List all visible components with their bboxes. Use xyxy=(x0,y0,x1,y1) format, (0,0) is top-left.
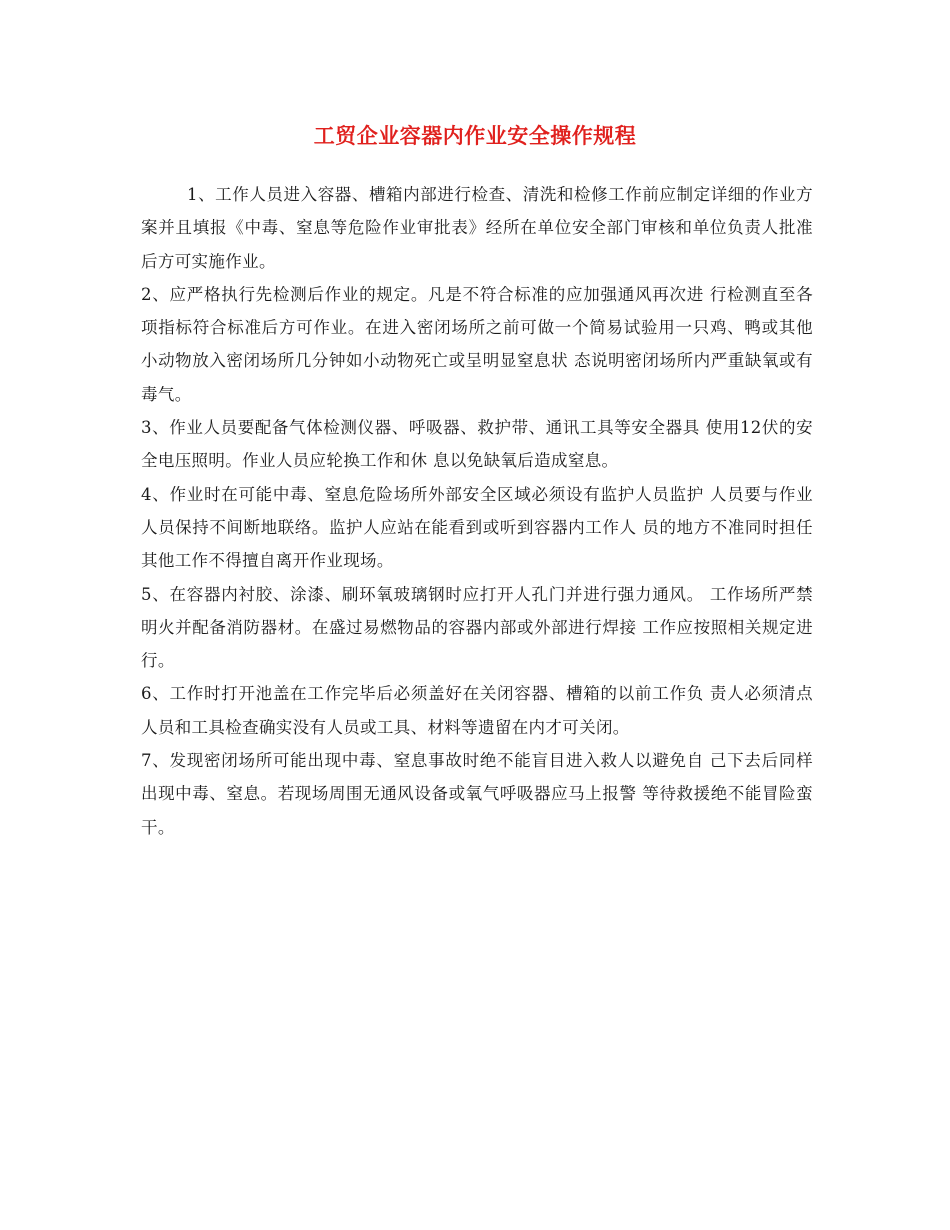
paragraph-5: 5、在容器内衬胶、涂漆、刷环氧玻璃钢时应打开人孔门并进行强力通风。 工作场所严禁明火并配备消防器材。在盛过易燃物品的容器内部或外部进行焊接 工作应按照相关规定进行。 xyxy=(141,584,813,671)
paragraph-2: 2、应严格执行先检测后作业的规定。凡是不符合标准的应加强通风再次进 行检测直至各项指标符合标准后方可作业。在进入密闭场所之前可做一个简易试验用一只鸡、鸭或其他小动物放入密闭场所几分钟如小动物死亡或呈明显窒息状 态说明密闭场所内严重缺氧或有毒气。 xyxy=(141,284,813,404)
document-title: 工贸企业容器内作业安全操作规程 xyxy=(313,124,637,148)
paragraph-1: 1、工作人员进入容器、槽箱内部进行检查、清洗和检修工作前应制定详细的作业方案并且填报《中毒、窒息等危险作业审批表》经所在单位安全部门审核和单位负责人批准后方可实施作业。 xyxy=(141,185,813,271)
paragraph-4: 4、作业时在可能中毒、窒息危险场所外部安全区域必须设有监护人员监护 人员要与作业人员保持不间断地联络。监护人应站在能看到或听到容器内工作人 员的地方不准同时担任其他工作不得擅自离开作业现场。 xyxy=(141,484,813,571)
paragraph-6: 6、工作时打开池盖在工作完毕后必须盖好在关闭容器、槽箱的以前工作负 责人必须清点人员和工具检查确实没有人员或工具、材料等遗留在内才可关闭。 xyxy=(141,684,813,737)
paragraph-3: 3、作业人员要配备气体检测仪器、呼吸器、救护带、通讯工具等安全器具 使用12伏的安全电压照明。作业人员应轮换工作和休 息以免缺氧后造成窒息。 xyxy=(141,418,813,471)
paragraph-7: 7、发现密闭场所可能出现中毒、窒息事故时绝不能盲目进入救人以避免自 己下去后同样出现中毒、窒息。若现场周围无通风设备或氧气呼吸器应马上报警 等待救援绝不能冒险蛮干。 xyxy=(141,751,813,837)
document-body xyxy=(141,178,813,844)
